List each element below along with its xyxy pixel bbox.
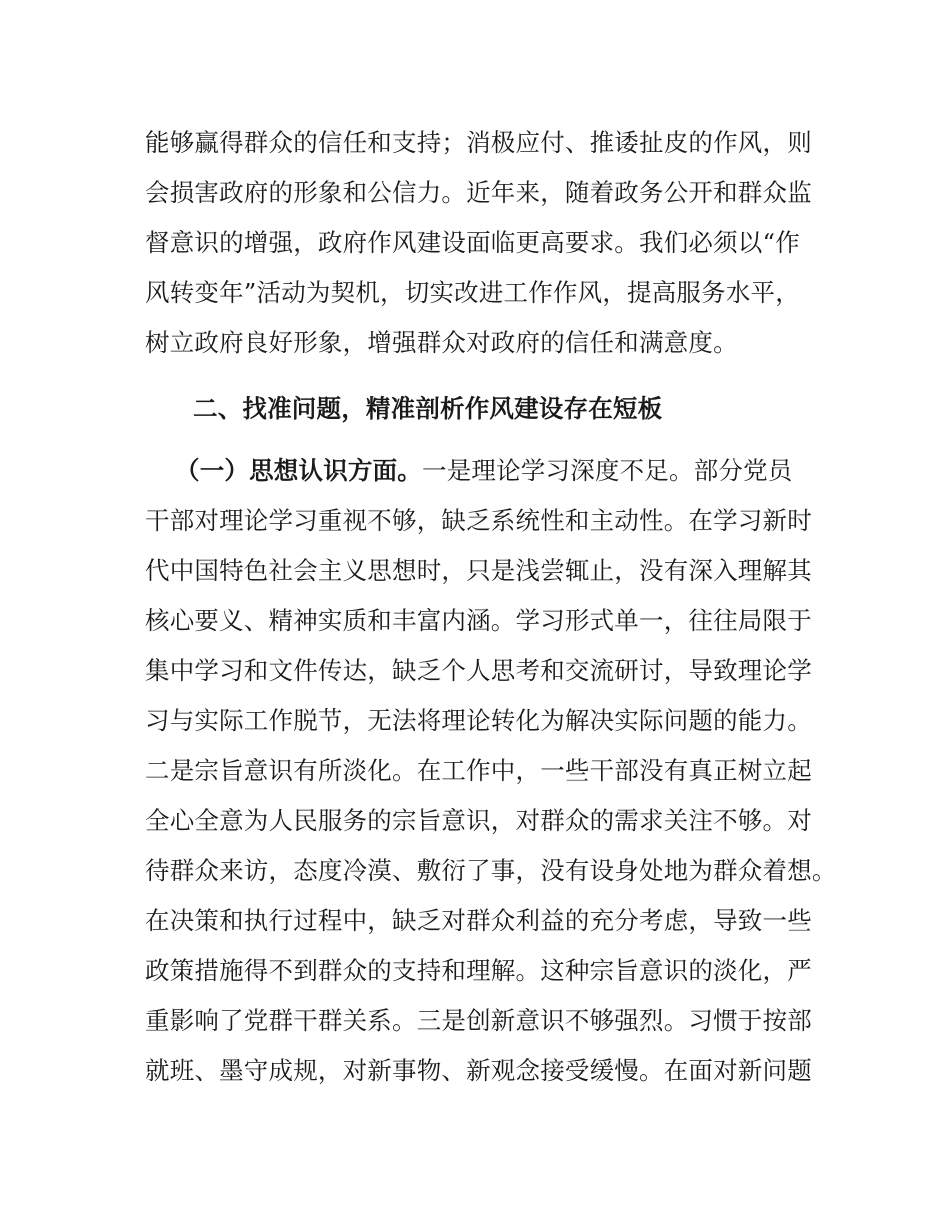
paragraph-first-line	[175, 456, 793, 486]
paragraph-line: 政策措施得不到群众的支持和理解。这种宗旨意识的淡化，严	[145, 956, 812, 985]
paragraph-line: 树立政府良好形象，增强群众对政府的信任和满意度。	[145, 328, 738, 357]
paragraph-line: 集中学习和文件传达，缺乏个人思考和交流研讨，导致理论学	[145, 656, 812, 685]
paragraph-line: 二是宗旨意识有所淡化。在工作中，一些干部没有真正树立起	[145, 756, 812, 785]
paragraph-line: 重影响了党群干群关系。三是创新意识不够强烈。习惯于按部	[145, 1006, 812, 1035]
paragraph-line: 能够赢得群众的信任和支持；消极应付、推诿扯皮的作风，则	[145, 128, 812, 157]
paragraph-text: 一是理论学习深度不足。部分党员	[422, 456, 793, 485]
paragraph-line: 待群众来访，态度冷漠、敷衍了事，没有设身处地为群众着想。	[145, 856, 837, 885]
subheading: （一）思想认识方面。	[175, 456, 422, 485]
paragraph-line: 就班、墨守成规，对新事物、新观念接受缓慢。在面对新问题	[145, 1056, 812, 1085]
section-heading: 二、找准问题，精准剖析作风建设存在短板	[193, 394, 663, 423]
paragraph-line: 风转变年”活动为契机，切实改进工作作风，提高服务水平，	[145, 278, 800, 307]
paragraph-line: 督意识的增强，政府作风建设面临更高要求。我们必须以“作	[145, 228, 800, 257]
paragraph-line: 在决策和执行过程中，缺乏对群众利益的充分考虑，导致一些	[145, 906, 812, 935]
paragraph-line: 核心要义、精神实质和丰富内涵。学习形式单一，往往局限于	[145, 606, 812, 635]
paragraph-line: 全心全意为人民服务的宗旨意识，对群众的需求关注不够。对	[145, 806, 812, 835]
paragraph-line: 会损害政府的形象和公信力。近年来，随着政务公开和群众监	[145, 178, 812, 207]
paragraph-line: 干部对理论学习重视不够，缺乏系统性和主动性。在学习新时	[145, 506, 812, 535]
paragraph-line: 习与实际工作脱节，无法将理论转化为解决实际问题的能力。	[145, 706, 812, 735]
paragraph-line: 代中国特色社会主义思想时，只是浅尝辄止，没有深入理解其	[145, 556, 812, 585]
